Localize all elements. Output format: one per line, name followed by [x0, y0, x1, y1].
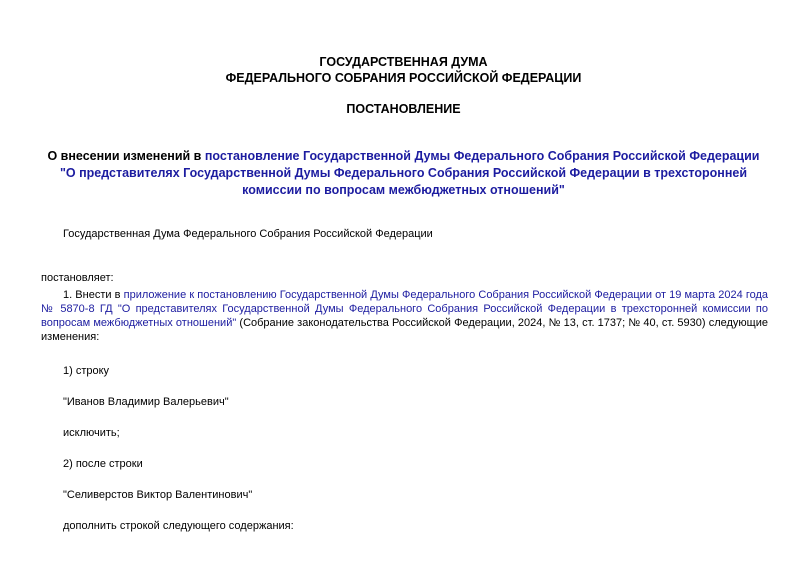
- item-1-suffix: (Собрание законодательства Российской Федерации, 2024, № 13, ст. 1737; № 40, ст. 5930) следующие изменения:: [41, 317, 768, 343]
- header-line-1: ГОСУДАРСТВЕННАЯ ДУМА: [319, 55, 488, 69]
- item-1-paragraph: [41, 288, 768, 344]
- document-title: [40, 148, 767, 199]
- item-1-link[interactable]: приложение к постановлению Государственной Думы Федерального Собрания Российской Федерации от 19 марта 2024 года № 5870-8 ГД "О представителях Государственной Думы Федерального Собрания Российской Федерации в трехсторонней комиссии по вопросам межбюджетных отношений": [41, 289, 768, 329]
- name-line-1: "Иванов Владимир Валерьевич": [63, 396, 229, 408]
- subitem-2: 2) после строки: [63, 458, 143, 470]
- add-line-text: дополнить строкой следующего содержания:: [63, 520, 294, 532]
- title-link[interactable]: постановление Государственной Думы Федерального Собрания Российской Федерации "О представителях Государственной Думы Федерального Собрания Российской Федерации в трехсторонней комиссии по вопросам межбюджетных отношений": [59, 149, 760, 197]
- exclude-text: исключить;: [63, 427, 120, 439]
- preamble: Государственная Дума Федерального Собрания Российской Федерации: [63, 228, 433, 240]
- name-line-2: "Селиверстов Виктор Валентинович": [63, 489, 253, 501]
- resolves-text: постановляет:: [41, 272, 114, 284]
- header-line-2: ФЕДЕРАЛЬНОГО СОБРАНИЯ РОССИЙСКОЙ ФЕДЕРАЦИИ: [225, 71, 582, 85]
- title-prefix: О внесении изменений в: [47, 149, 205, 163]
- document-type: ПОСТАНОВЛЕНИЕ: [346, 102, 461, 116]
- item-1-prefix: 1. Внести в: [63, 289, 124, 301]
- subitem-1: 1) строку: [63, 365, 110, 377]
